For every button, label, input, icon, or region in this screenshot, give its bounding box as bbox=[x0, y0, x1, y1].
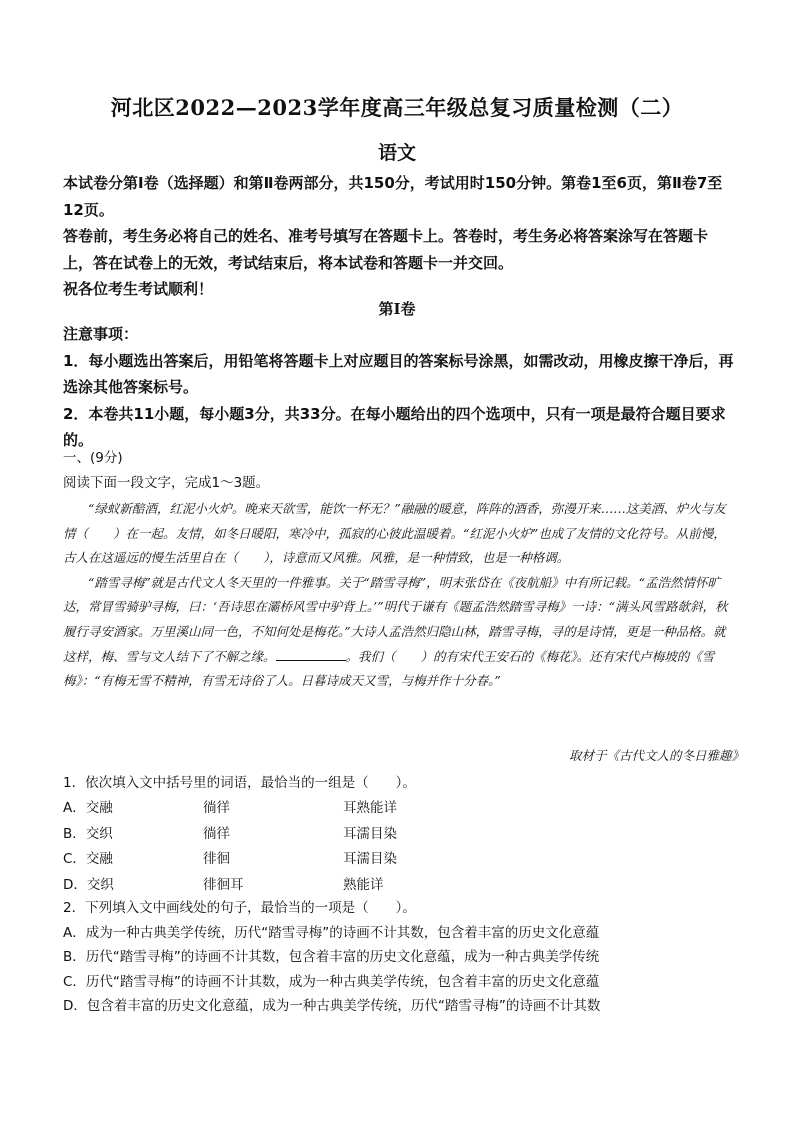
passage-source: 取材于《古代文人的冬日雅趣》 bbox=[568, 748, 744, 763]
q1-option-c bbox=[63, 847, 735, 873]
q2-option-a: A．成为一种古典美学传统，历代“踏雪寻梅”的诗画不计其数，包含着丰富的历史文化意蕴 bbox=[63, 924, 600, 941]
option-word-3: 熟能详 bbox=[343, 876, 384, 893]
subject-title: 语文 bbox=[377, 142, 416, 164]
part1-header bbox=[63, 446, 735, 495]
q1-option-d bbox=[63, 873, 735, 899]
notes-item: 1．每小题选出答案后，用铅笔将答题卡上对应题目的答案标号涂黑，如需改动，用橡皮擦干净后，再选涂其他答案标号。 bbox=[63, 351, 734, 396]
option-word-3: 耳熟能详 bbox=[343, 800, 397, 816]
q1-options bbox=[63, 796, 735, 898]
exam-title: 河北区2022—2023学年度高三年级总复习质量检测（二） bbox=[110, 95, 684, 120]
q2-option-d: D．包含着丰富的历史文化意蕴，成为一种古典美学传统，历代“踏雪寻梅”的诗画不计其数 bbox=[63, 998, 601, 1014]
option-word-3: 耳濡目染 bbox=[343, 825, 397, 842]
section-label: 第Ⅰ卷 bbox=[378, 300, 416, 318]
q1-option-b bbox=[63, 822, 735, 848]
passage-paragraph-1: “绿蚁新醅酒，红泥小火炉。晚来天欲雪，能饮一杯无？”融融的暖意，阵阵的酒香，弥漫开来……这美酒、炉火与友情（ ）在一起。友情，如冬日暖阳，寒冷中，孤寂的心彼此温暖着。“红泥小火炉”也成了友情的文化符号。从前慢，古人在这遥远的慢生活里自在（ ），诗意而又风雅。风雅，是一种情致，也是一种格调。 bbox=[63, 501, 726, 566]
notes-item: 2．本卷共11小题，每小题3分，共33分。在每小题给出的四个选项中，只有一项是最符合题目要求的。 bbox=[63, 404, 726, 449]
option-label: D．交织 bbox=[63, 876, 114, 893]
reading-passage bbox=[63, 497, 735, 694]
option-label: B．交织 bbox=[63, 825, 113, 842]
option-word-3: 耳濡目染 bbox=[343, 851, 397, 867]
q2-option-b: B．历代“踏雪寻梅”的诗画不计其数，包含着丰富的历史文化意蕴，成为一种古典美学传统 bbox=[63, 949, 600, 965]
q2-option-c: C．历代“踏雪寻梅”的诗画不计其数，成为一种古典美学传统，包含着丰富的历史文化意蕴 bbox=[63, 973, 600, 990]
q2-block bbox=[63, 896, 735, 1019]
underlined-blank bbox=[276, 646, 346, 661]
option-label: C．交融 bbox=[63, 851, 113, 867]
q2-stem: 2．下列填入文中画线处的句子，最恰当的一项是（ ）。 bbox=[63, 900, 416, 916]
q1-stem: 1．依次填入文中括号里的词语，最恰当的一组是（ ）。 bbox=[63, 775, 416, 791]
notes-block bbox=[63, 321, 735, 454]
passage-paragraph-2-tail: 。我们（ ）的有宋代王安石的《梅花》。还有宋代卢梅坡的《雪梅》：“有梅无雪不精神，有雪无诗俗了人。日暮诗成天又雪，与梅并作十分春。” bbox=[63, 648, 715, 689]
option-word-2: 徘徊 bbox=[203, 851, 230, 867]
part1-instruction: 阅读下面一段文字，完成1～3题。 bbox=[63, 474, 270, 491]
passage-paragraph-2-text: “踏雪寻梅”就是古代文人冬天里的一件雅事。关于“踏雪寻梅”，明末张岱在《夜航船》中有所记载。“孟浩然情怀旷达，常冒雪骑驴寻梅，曰：‘吾诗思在灞桥风雪中驴背上。’”明代于谦有《题孟浩然踏雪寻梅》一诗：“满头风雪路欹斜，秋履行寻安酒家。万里溪山同一色，不知何处是梅花。”大诗人孟浩然归隐山林，踏雪寻梅，寻的是诗情，更是一种品格。就这样，梅、雪与文人结下了不解之缘。 bbox=[63, 574, 728, 664]
option-word-2: 徜徉 bbox=[203, 825, 230, 842]
notes-heading: 注意事项： bbox=[63, 325, 139, 343]
passage-paragraph-2 bbox=[63, 571, 735, 694]
option-label: A．交融 bbox=[63, 800, 113, 816]
exam-intro bbox=[63, 170, 735, 303]
intro-good-luck: 祝各位考生考试顺利！ bbox=[63, 280, 214, 298]
q1-option-a bbox=[63, 796, 735, 822]
option-word-2: 徜徉 bbox=[203, 800, 230, 816]
intro-answer-instructions: 答卷前，考生务必将自己的姓名、准考号填写在答题卡上。答卷时，考生务必将答案涂写在答题卡上，答在试卷上的无效，考试结束后，将本试卷和答题卡一并交回。 bbox=[63, 227, 709, 272]
part1-heading: 一、(9分) bbox=[63, 450, 123, 466]
intro-paper-structure: 本试卷分第Ⅰ卷（选择题）和第Ⅱ卷两部分，共150分，考试用时150分钟。第卷1至6页，第Ⅱ卷7至12页。 bbox=[63, 174, 723, 219]
option-word-2: 徘徊耳 bbox=[203, 876, 244, 893]
